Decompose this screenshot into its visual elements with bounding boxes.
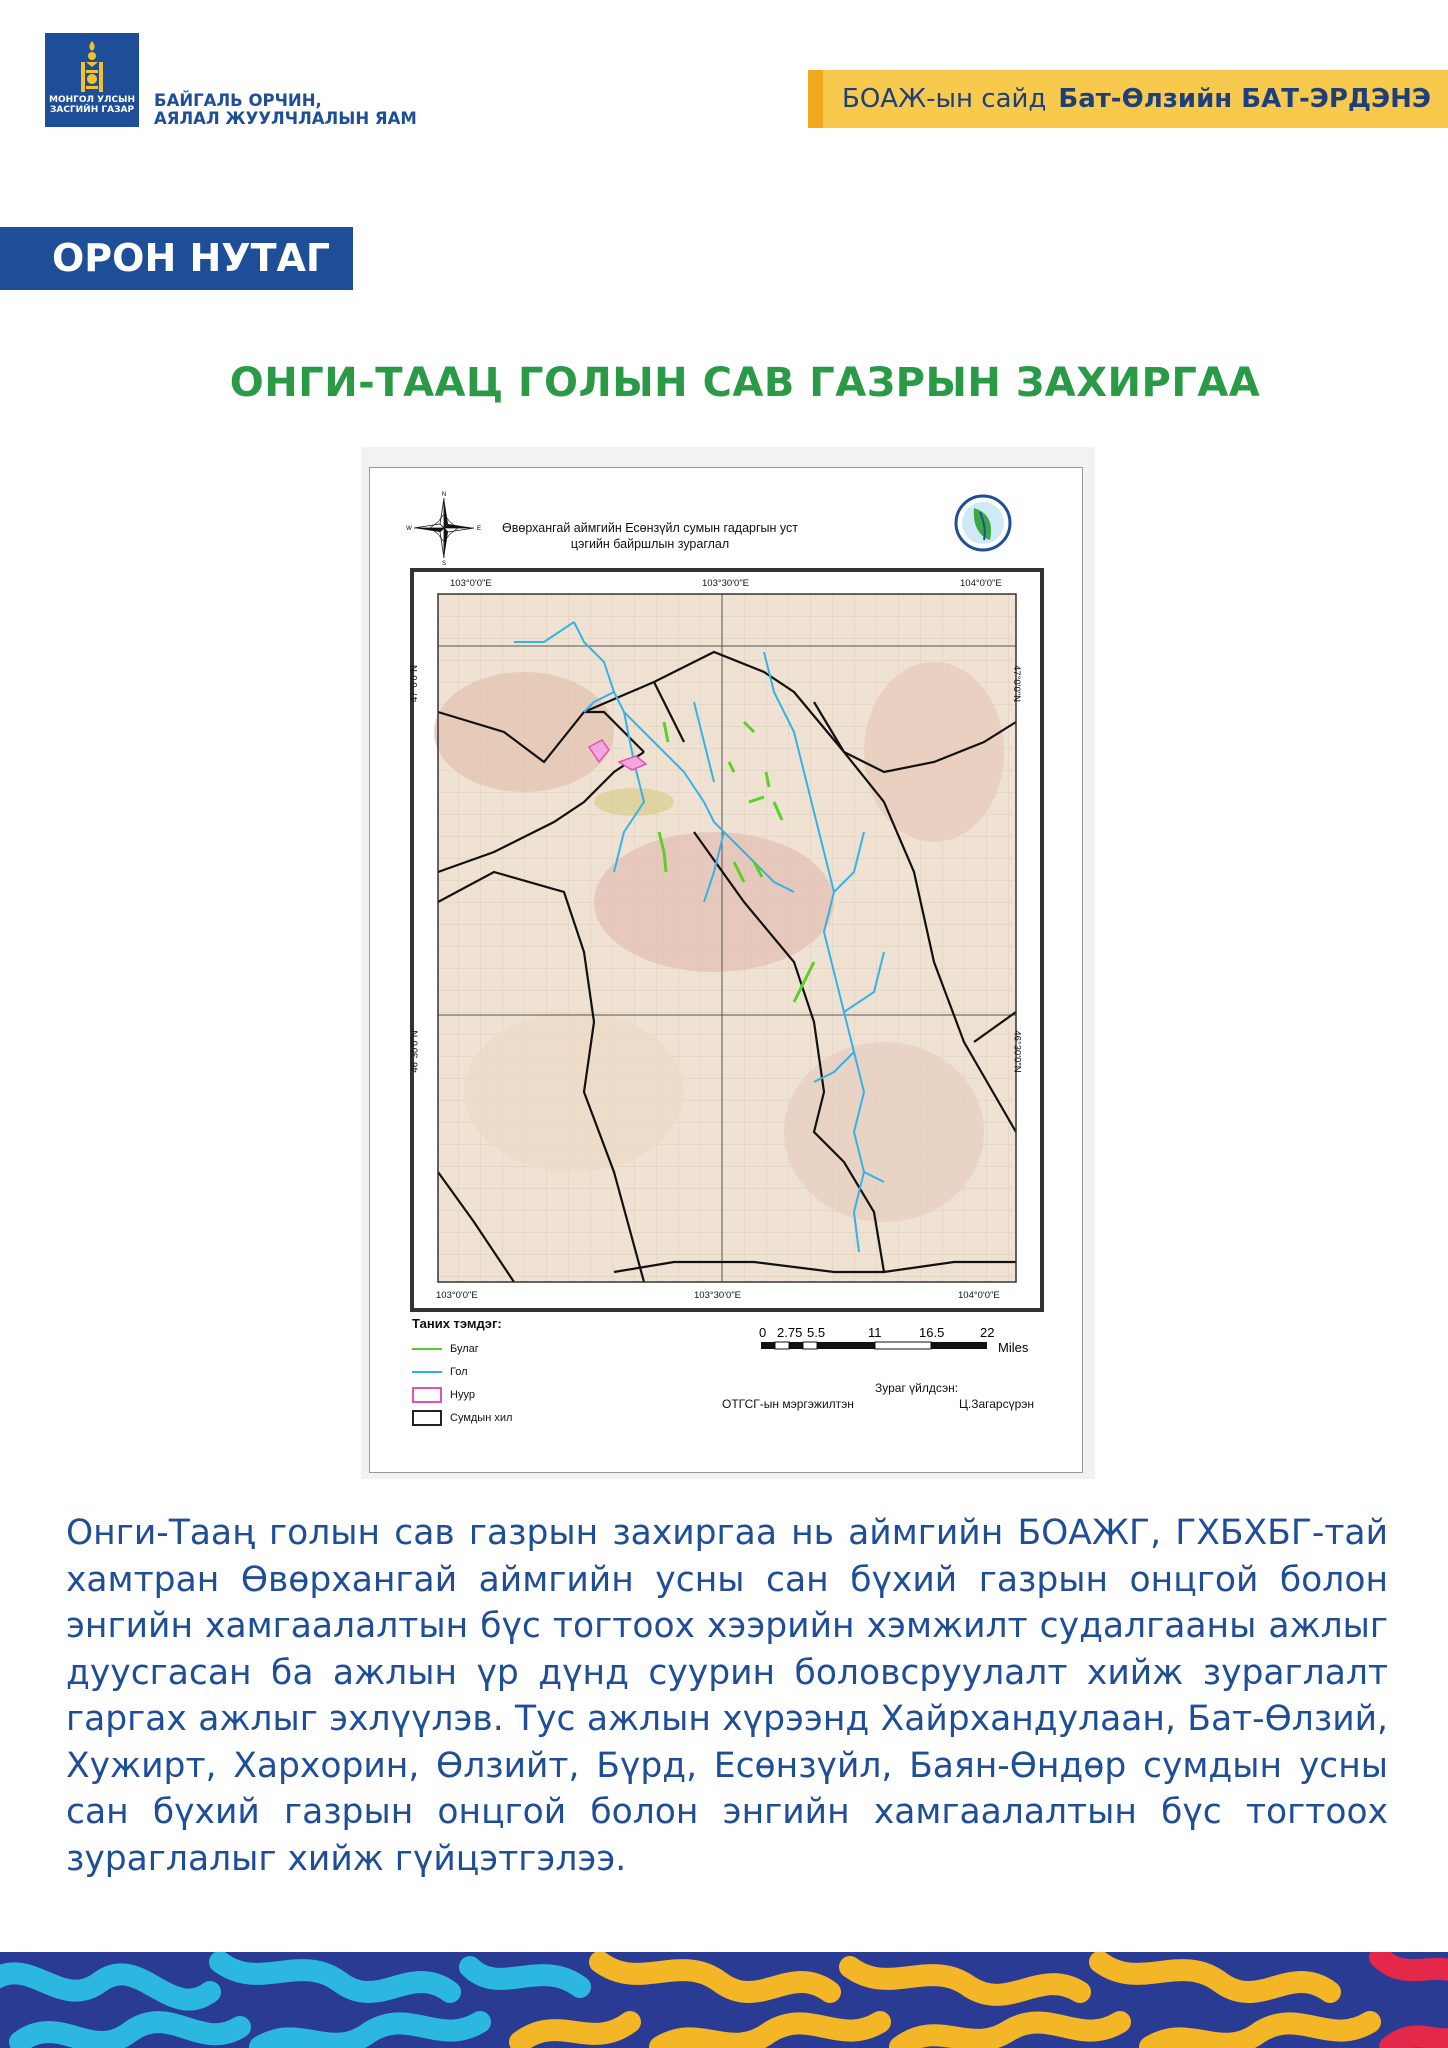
map-area	[410, 568, 1044, 1312]
scale-tick: 22	[980, 1325, 995, 1340]
coord-top-1: 103°0'0"E	[450, 578, 492, 589]
coord-top-3: 104°0'0"E	[960, 578, 1002, 589]
map-sheet	[369, 467, 1083, 1473]
compass-letter-w: W	[406, 526, 412, 532]
emblem-caption-2: ЗАСГИЙН ГАЗАР	[49, 105, 135, 115]
coord-bottom-1: 103°0'0"E	[436, 1290, 478, 1301]
scale-bar	[755, 1324, 1055, 1367]
ministry-line-2: АЯЛАЛ ЖУУЛЧЛАЛЫН ЯАМ	[154, 109, 417, 128]
legend-title: Таних тэмдэг:	[412, 1316, 502, 1331]
ministry-line-1: БАЙГАЛЬ ОРЧИН,	[154, 91, 322, 110]
map-credit-org: ОТГСГ-ын мэргэжилтэн	[722, 1397, 854, 1411]
emblem-caption-1: МОНГОЛ УЛСЫН	[48, 95, 135, 105]
coord-left-2: 46°30'0"N	[409, 1030, 421, 1073]
government-emblem	[45, 33, 139, 127]
scale-tick: 11	[868, 1325, 882, 1340]
ministry-name	[154, 92, 417, 128]
scale-unit: Miles	[998, 1340, 1029, 1355]
body-paragraph: Онги-Тааң голын сав газрын захиргаа нь аймгийн БОАЖГ, ГХБХБГ-тай хамтран Өвөрхангай аймгийн усны сан бүхий газрын онцгой болон энгийн хамгаалалтын бүс тогтоох хээрийн хэмжилт судалгааны ажлыг дуусгасан ба ажлын үр дүнд суурин боловсруулалт хийж зураглалт гаргах ажлыг эхлүүлэв. Тус ажлын хүрээнд Хайрхандулаан, Бат-Өлзий, Хужирт, Хархорин, Өлзийт, Бүрд, Есөнзүйл, Баян-Өндөр сумдын усны сан бүхий газрын онцгой болон энгийн хамгаалалтын бүс тогтоох зураглалыг хийж гүйцэтгэлээ.	[66, 1513, 1388, 1879]
legend-label: Гол	[450, 1365, 468, 1378]
map-figure	[361, 447, 1095, 1479]
map-legend	[412, 1316, 512, 1429]
compass-letter-e: E	[476, 526, 482, 532]
legend-label: Нуур	[450, 1388, 475, 1401]
soyombo-icon	[77, 39, 107, 95]
legend-label: Булаг	[450, 1342, 479, 1355]
minister-badge	[808, 70, 1448, 128]
border-box-icon	[412, 1411, 442, 1425]
minister-title: БОАЖ-ын сайд	[842, 84, 1047, 114]
page-title: ОНГИ-ТААЦ ГОЛЫН САВ ГАЗРЫН ЗАХИРГАА	[229, 360, 1261, 406]
scale-tick: 16.5	[919, 1325, 945, 1340]
ornament-pattern-icon	[0, 1952, 1448, 2048]
coord-right-2: 46°30'0"N	[1011, 1030, 1023, 1073]
river-line-icon	[412, 1365, 442, 1379]
coord-bottom-3: 104°0'0"E	[958, 1290, 1000, 1301]
map-title-line-2: цэгийн байршлын зураглал	[570, 537, 730, 551]
map-title	[500, 520, 800, 552]
coord-left-1: 47°0'0"N	[408, 665, 420, 702]
lake-box-icon	[412, 1388, 442, 1402]
legend-label: Сумдын хил	[450, 1411, 513, 1424]
coord-top-2: 103°30'0"E	[702, 578, 750, 589]
scale-tick: 2.75	[777, 1325, 803, 1340]
map-title-line-1: Өвөрхангай аймгийн Есөнзүйл сумын гадаргын уст	[502, 521, 798, 535]
coord-right-1: 47°0'0"N	[1010, 665, 1022, 702]
coord-bottom-2: 103°30'0"E	[694, 1290, 742, 1301]
legend-item	[412, 1406, 512, 1429]
map-credit-label: Зураг үйлдсэн:	[875, 1381, 959, 1395]
topographic-map	[414, 572, 1040, 1308]
compass-rose-icon	[406, 490, 482, 566]
spring-line-icon	[412, 1342, 442, 1356]
scale-tick: 5.5	[807, 1325, 826, 1340]
compass-letter-n: N	[441, 492, 447, 498]
minister-name: Бат-Өлзийн БАТ-ЭРДЭНЭ	[1058, 84, 1431, 114]
legend-item	[412, 1337, 512, 1360]
legend-item	[412, 1383, 512, 1406]
agency-logo-icon	[950, 494, 1016, 552]
legend-item	[412, 1360, 512, 1383]
decorative-footer-pattern	[0, 1952, 1448, 2048]
section-label: ОРОН НУТАГ	[0, 227, 353, 290]
compass-letter-s: S	[441, 561, 447, 566]
scale-tick: 0	[759, 1325, 767, 1340]
map-credit-name: Ц.Загарсүрэн	[959, 1397, 1035, 1411]
scale-bar-graphic	[755, 1324, 1055, 1364]
